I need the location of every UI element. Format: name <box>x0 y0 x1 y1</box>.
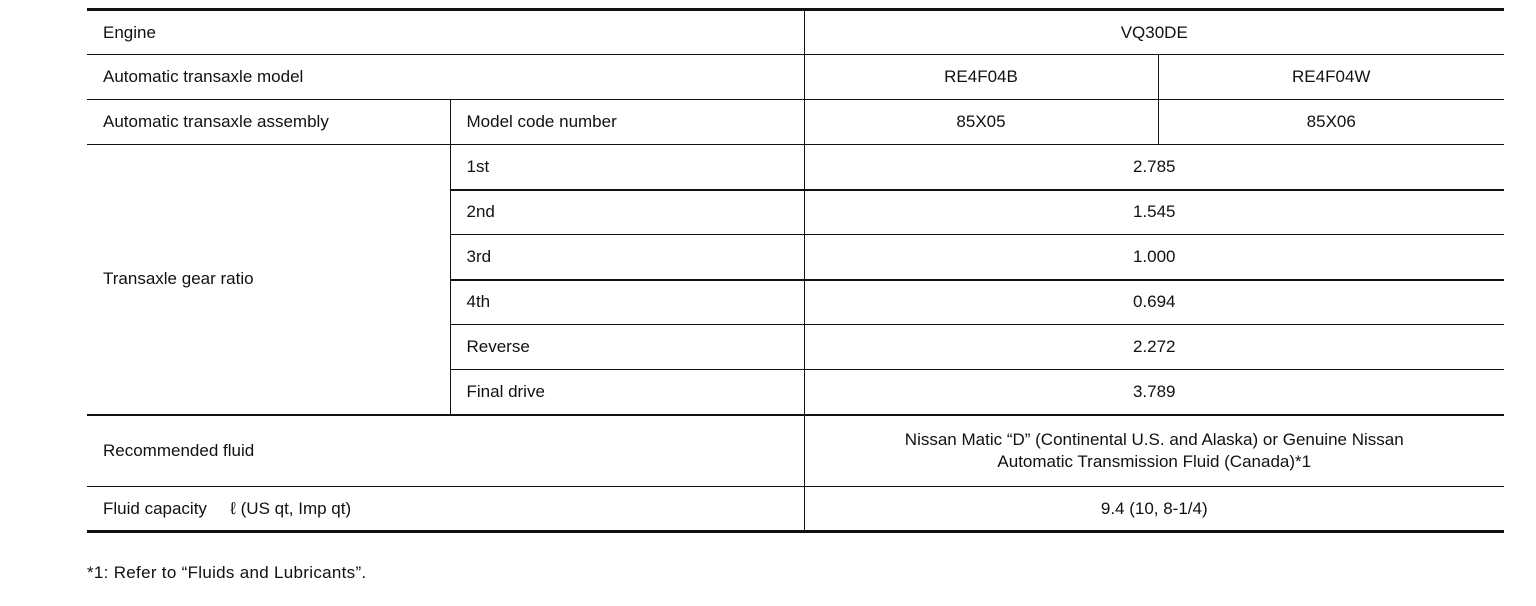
model-code-label: Model code number <box>450 100 804 145</box>
table-row-fluid <box>87 415 1504 487</box>
assembly-label: Automatic transaxle assembly <box>87 100 450 145</box>
model-code-b: 85X05 <box>804 100 1158 145</box>
gear-value-2nd: 1.545 <box>804 190 1504 235</box>
table-row-capacity <box>87 487 1504 532</box>
gear-value-3rd: 1.000 <box>804 235 1504 280</box>
fluid-value-line-2: Automatic Transmission Fluid (Canada)*1 <box>997 451 1312 471</box>
fluid-value-line-1: Nissan Matic “D” (Continental U.S. and Alaska) or Genuine Nissan <box>904 429 1404 449</box>
capacity-unit: ℓ (US qt, Imp qt) <box>230 498 352 518</box>
gear-name-4th: 4th <box>450 280 804 325</box>
gear-value-reverse: 2.272 <box>804 325 1504 370</box>
table-row-model <box>87 55 1504 100</box>
model-label: Automatic transaxle model <box>87 55 804 100</box>
model-code-w: 85X06 <box>1158 100 1504 145</box>
gear-name-reverse: Reverse <box>450 325 804 370</box>
transaxle-spec-table <box>87 8 1504 533</box>
gear-name-final-drive: Final drive <box>450 370 804 415</box>
engine-value: VQ30DE <box>804 10 1504 55</box>
gear-name-2nd: 2nd <box>450 190 804 235</box>
gear-name-3rd: 3rd <box>450 235 804 280</box>
gear-name-1st: 1st <box>450 145 804 190</box>
capacity-label: Fluid capacity <box>103 498 207 518</box>
model-value-b: RE4F04B <box>804 55 1158 100</box>
model-value-w: RE4F04W <box>1158 55 1504 100</box>
footnote: *1: Refer to “Fluids and Lubricants”. <box>87 563 367 582</box>
fluid-label: Recommended fluid <box>87 415 804 487</box>
table-row-assembly <box>87 100 1504 145</box>
fluid-value <box>804 415 1504 487</box>
engine-label: Engine <box>87 10 804 55</box>
capacity-value: 9.4 (10, 8-1/4) <box>804 487 1504 532</box>
gear-value-1st: 2.785 <box>804 145 1504 190</box>
table-row-engine <box>87 10 1504 55</box>
capacity-label-cell <box>87 487 804 532</box>
gear-value-4th: 0.694 <box>804 280 1504 325</box>
gear-value-final-drive: 3.789 <box>804 370 1504 415</box>
gear-ratio-label: Transaxle gear ratio <box>87 145 450 415</box>
table-row-gear-1st <box>87 145 1504 190</box>
